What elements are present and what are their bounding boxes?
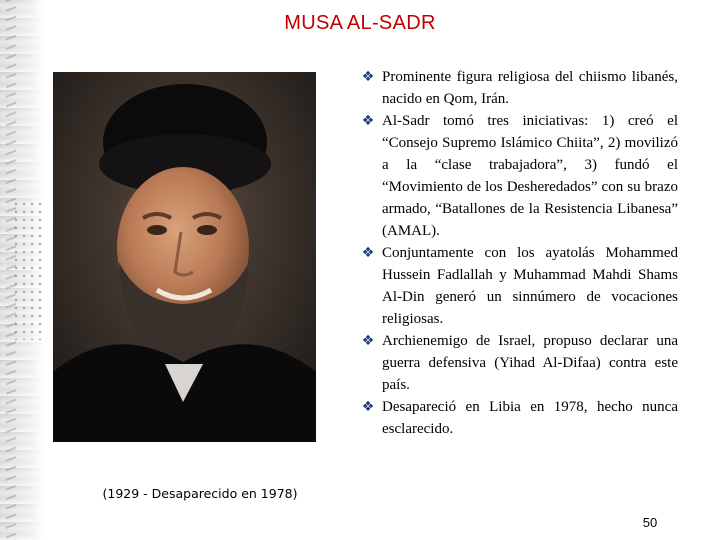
- portrait-photo: [53, 72, 316, 442]
- bullet-item: [358, 242, 678, 330]
- bullet-text: Al-Sadr tomó tres iniciativas: 1) creó el “Consejo Supremo Islámico Chiita”, 2) movilizó a la “clase trabajadora”, 3) fundó el “Movimiento de los Desheredados” con su brazo armado, “Batallones de la Resistencia Libanesa” (AMAL).: [382, 113, 678, 239]
- diamond-bullet-icon: ❖: [361, 245, 375, 261]
- bullet-text: Conjuntamente con los ayatolás Mohammed Hussein Fadlallah y Muhammad Mahdi Shams Al-Din generó un sinnúmero de vocaciones religiosas.: [382, 245, 678, 327]
- diamond-bullet-icon: ❖: [361, 113, 375, 129]
- bullet-item: [358, 66, 678, 110]
- diamond-bullet-icon: ❖: [361, 399, 375, 415]
- bullet-text: Archienemigo de Israel, propuso declarar una guerra defensiva (Yihad Al-Difaa) contra este país.: [382, 333, 678, 393]
- bullet-item: [358, 110, 678, 242]
- diamond-bullet-icon: ❖: [361, 69, 375, 85]
- decorative-dot-pattern: [12, 200, 42, 340]
- bullet-list: [358, 66, 678, 440]
- bullet-item: [358, 396, 678, 440]
- page-number: 50: [642, 515, 658, 530]
- diamond-bullet-icon: ❖: [361, 333, 375, 349]
- decorative-side-strip: [0, 0, 44, 540]
- slide-title: MUSA AL-SADR: [284, 12, 436, 34]
- bullet-text: Desapareció en Libia en 1978, hecho nunca esclarecido.: [382, 399, 678, 437]
- bullet-text: Prominente figura religiosa del chiismo libanés, nacido en Qom, Irán.: [382, 69, 678, 107]
- bullet-item: [358, 330, 678, 396]
- portrait-illustration: [53, 72, 316, 442]
- portrait-caption: (1929 - Desaparecido en 1978): [102, 486, 298, 501]
